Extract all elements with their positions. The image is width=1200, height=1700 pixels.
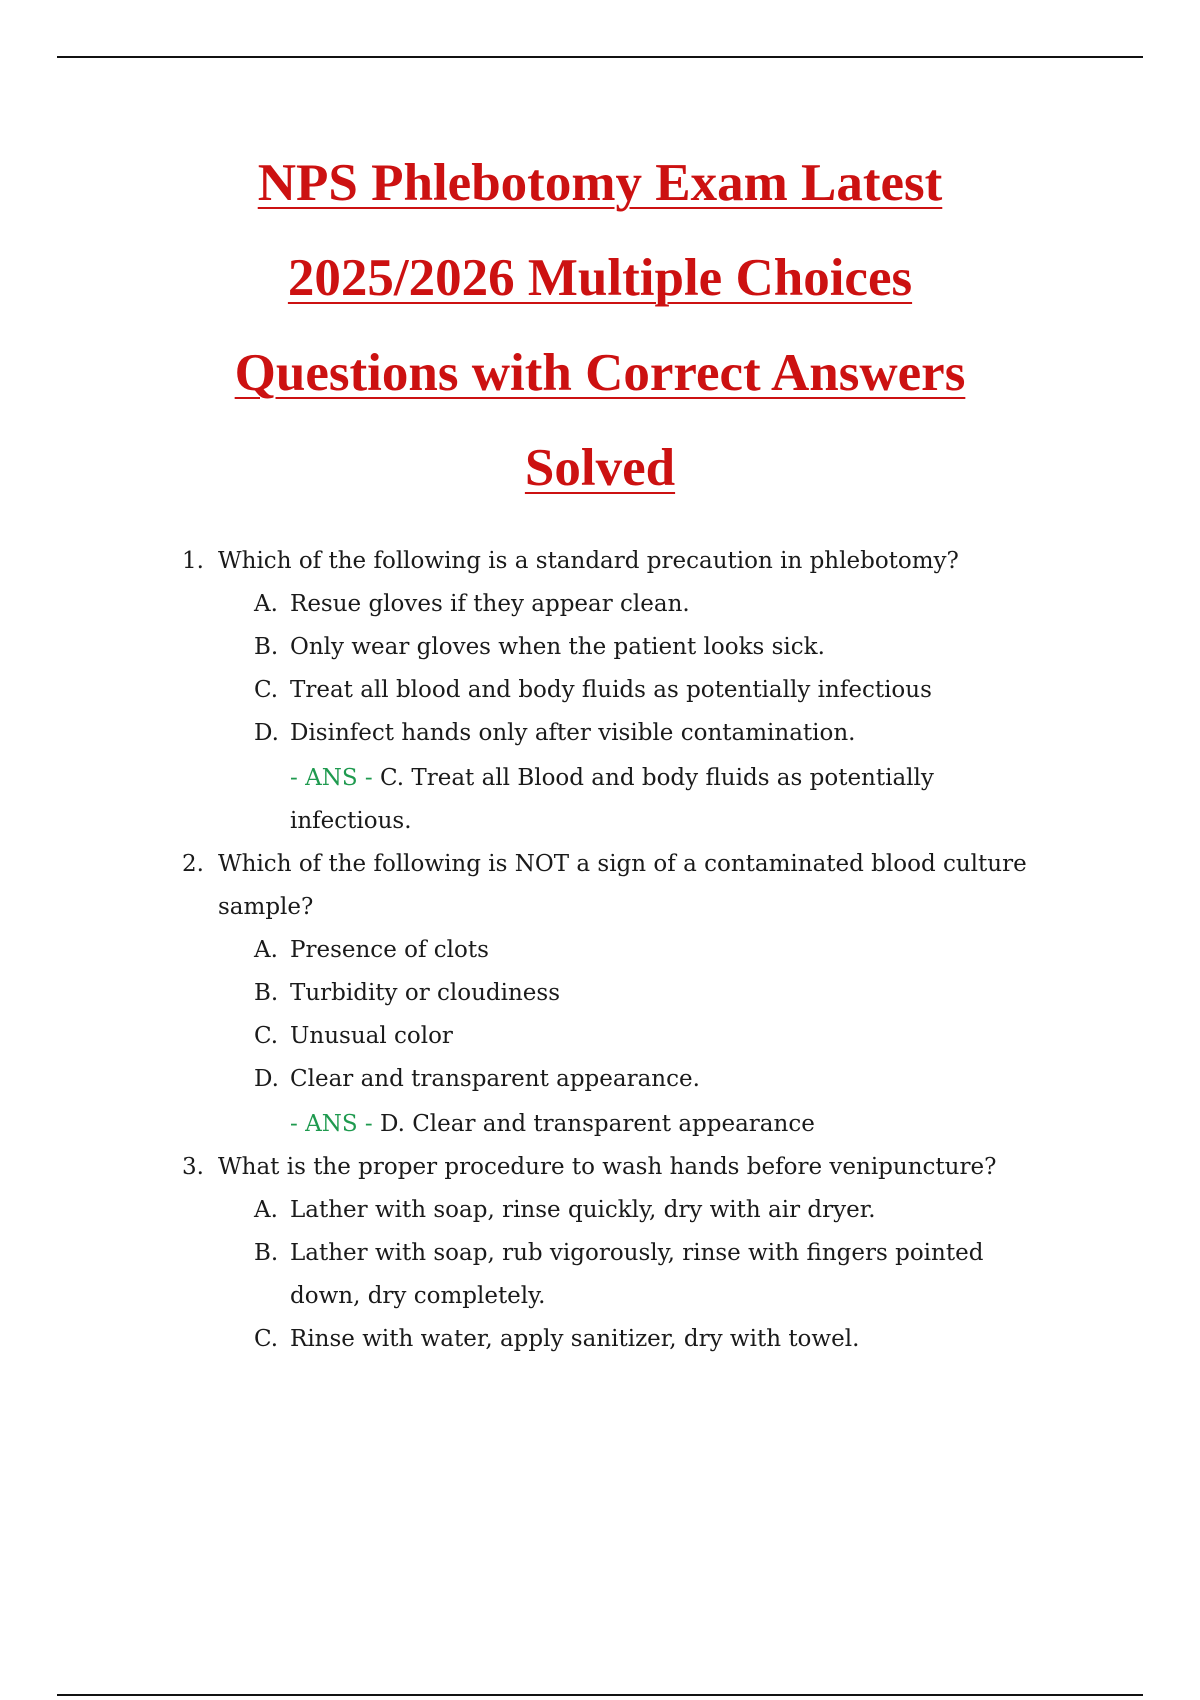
answer-tag: - ANS -	[290, 765, 373, 791]
option-a	[0, 929, 1050, 972]
option-text: Only wear gloves when the patient looks sick.	[290, 634, 825, 660]
question-number: 3.	[182, 1154, 204, 1180]
bottom-rule	[57, 1694, 1143, 1696]
option-letter: A.	[254, 591, 278, 617]
question-2	[0, 843, 1200, 1146]
option-text: Presence of clots	[290, 937, 489, 963]
option-b	[0, 626, 1050, 669]
option-text: Resue gloves if they appear clean.	[290, 591, 690, 617]
option-text: Treat all blood and body fluids as potentially infectious	[290, 677, 932, 703]
option-letter: A.	[254, 937, 278, 963]
answer-tag: - ANS -	[290, 1111, 373, 1137]
option-letter: B.	[254, 980, 279, 1006]
answer	[0, 757, 1000, 843]
option-text: Unusual color	[290, 1023, 453, 1049]
option-letter: D.	[254, 720, 279, 746]
question-list	[0, 540, 1200, 1361]
option-text: Rinse with water, apply sanitizer, dry with towel.	[290, 1326, 860, 1352]
option-c	[0, 1015, 1050, 1058]
title-line: NPS Phlebotomy Exam Latest	[257, 154, 943, 212]
title-line: 2025/2026 Multiple Choices	[287, 249, 913, 307]
option-d	[0, 712, 1050, 755]
answer-text: D. Clear and transparent appearance	[379, 1111, 815, 1137]
question-text: What is the proper procedure to wash hands before venipuncture?	[218, 1154, 997, 1180]
option-letter: C.	[254, 677, 279, 703]
option-letter: C.	[254, 1326, 279, 1352]
option-text: Disinfect hands only after visible contamination.	[290, 720, 856, 746]
option-a	[0, 1189, 1050, 1232]
question-stem	[0, 540, 1038, 583]
option-a	[0, 583, 1050, 626]
question-number: 1.	[182, 548, 204, 574]
option-text: Lather with soap, rub vigorously, rinse with fingers pointed down, dry completely.	[290, 1240, 984, 1309]
option-text: Lather with soap, rinse quickly, dry with air dryer.	[290, 1197, 876, 1223]
option-text: Clear and transparent appearance.	[290, 1066, 700, 1092]
question-3	[0, 1146, 1200, 1361]
title-line: Solved	[524, 439, 676, 497]
top-rule	[57, 56, 1143, 58]
option-d	[0, 1058, 1050, 1101]
question-stem	[0, 1146, 1038, 1189]
option-letter: B.	[254, 634, 279, 660]
answer	[0, 1103, 1000, 1146]
document-title	[100, 136, 1100, 516]
option-b	[0, 1232, 1050, 1318]
question-text: Which of the following is NOT a sign of a contaminated blood culture sample?	[218, 851, 1027, 920]
option-c	[0, 669, 1050, 712]
option-text: Turbidity or cloudiness	[290, 980, 561, 1006]
option-letter: B.	[254, 1240, 279, 1266]
question-number: 2.	[182, 851, 204, 877]
answer-text: C. Treat all Blood and body fluids as potentially infectious.	[290, 765, 934, 834]
option-letter: C.	[254, 1023, 279, 1049]
question-1	[0, 540, 1200, 843]
option-letter: D.	[254, 1066, 279, 1092]
option-b	[0, 972, 1050, 1015]
question-text: Which of the following is a standard precaution in phlebotomy?	[218, 548, 959, 574]
question-stem	[0, 843, 1038, 929]
title-line: Questions with Correct Answers	[234, 344, 966, 402]
option-c	[0, 1318, 1050, 1361]
option-letter: A.	[254, 1197, 278, 1223]
